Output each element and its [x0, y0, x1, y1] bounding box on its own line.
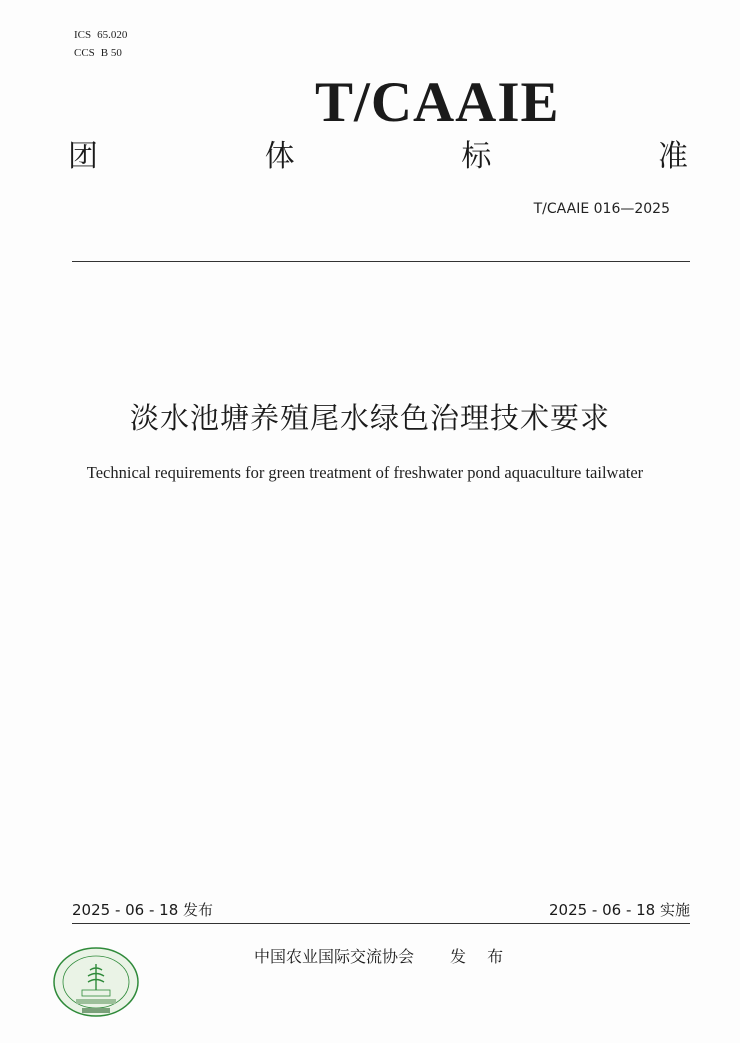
- organization-seal-icon: [52, 946, 140, 1018]
- ccs-code: [74, 46, 122, 60]
- ics-value: 65.020: [97, 29, 128, 41]
- dates-row: [72, 900, 690, 920]
- organization-logo-text: T/CAAIE: [315, 71, 560, 134]
- ccs-value: B 50: [100, 47, 122, 59]
- issue-date: 2025 - 06 - 18 发布: [72, 901, 214, 919]
- ics-label: ICS: [74, 29, 92, 41]
- bottom-divider: [72, 923, 690, 924]
- standard-type-char: 准: [657, 139, 688, 174]
- standard-type-char: 标: [461, 139, 492, 174]
- publisher-name: 中国农业国际交流协会: [254, 947, 415, 966]
- standard-type-heading: [68, 138, 688, 176]
- publisher-line: [254, 946, 511, 968]
- standard-type-char: 体: [264, 139, 295, 174]
- implementation-date: 2025 - 06 - 18 实施: [548, 901, 690, 919]
- publisher-action: 发 布: [450, 947, 512, 966]
- title-chinese: 淡水池塘养殖尾水绿色治理技术要求: [129, 401, 610, 435]
- title-english: Technical requirements for green treatment of freshwater pond aquaculture tailwater: [86, 463, 644, 482]
- ics-code: [74, 28, 127, 42]
- standard-number: T/CAAIE 016—2025: [533, 201, 670, 217]
- top-divider: [72, 261, 690, 262]
- ccs-label: CCS: [74, 47, 95, 59]
- standard-type-char: 团: [68, 139, 98, 174]
